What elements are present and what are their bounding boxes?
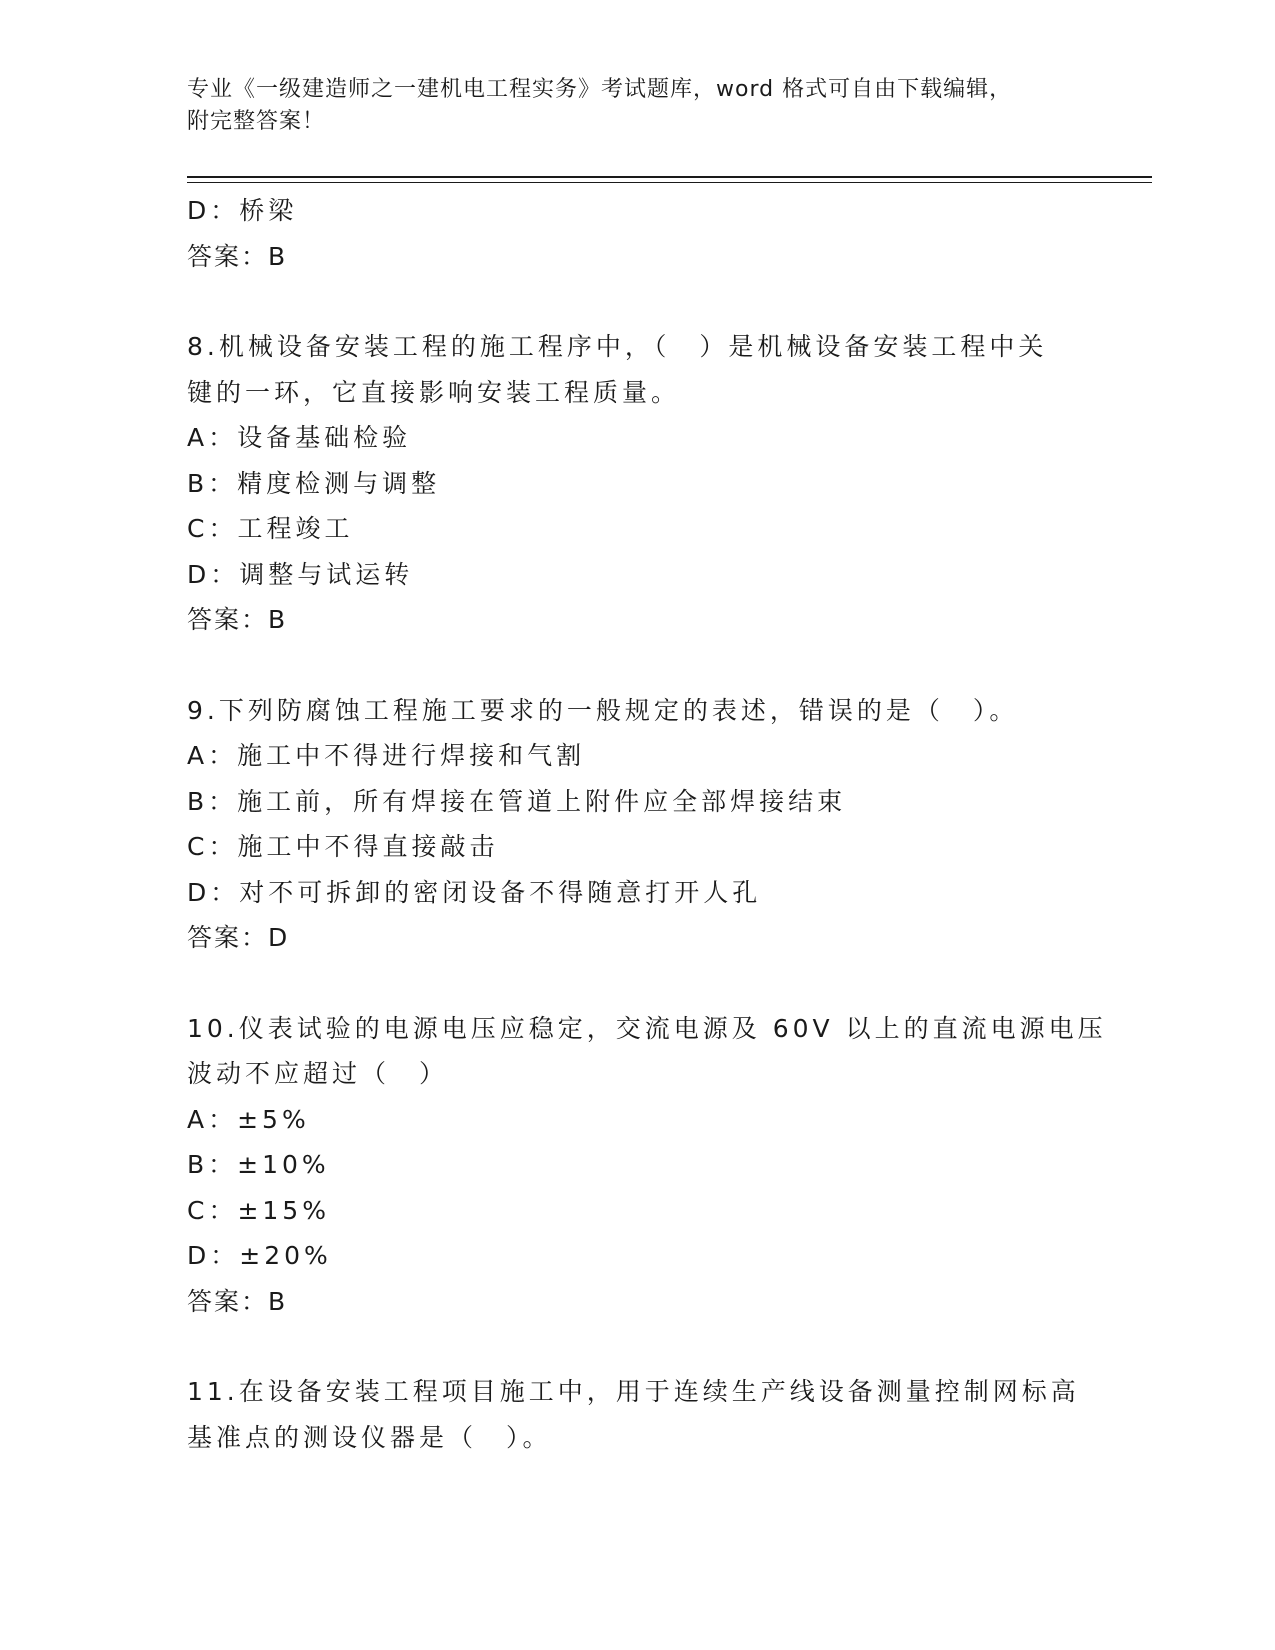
header-line-2: 附完整答案！ [187, 109, 326, 134]
spacer [187, 279, 1087, 324]
spacer [187, 961, 1087, 1006]
header-divider-thin [187, 182, 1152, 183]
answer-line: 答案：B [187, 1286, 288, 1316]
answer-line: 答案：D [187, 923, 290, 952]
question-stem: 10.仪表试验的电源电压应稳定，交流电源及 60V 以上的直流电源电压 [187, 1013, 1107, 1043]
option-b: B：±10% [187, 1150, 330, 1179]
header-line-1: 专业《一级建造师之一建机电工程实务》考试题库，word 格式可自由下载编辑， [187, 77, 1013, 102]
option-a: A：±5% [187, 1104, 310, 1134]
spacer [187, 1324, 1087, 1369]
option-d: D：±20% [187, 1241, 332, 1270]
header-divider-thick [187, 176, 1152, 178]
question-stem: 9.下列防腐蚀工程施工要求的一般规定的表述，错误的是（ ）。 [187, 695, 1019, 725]
spacer [187, 643, 1087, 688]
option-b: B：精度检测与调整 [187, 468, 441, 498]
question-stem: 键的一环，它直接影响安装工程质量。 [187, 377, 681, 407]
question-stem: 基准点的测设仪器是（ ）。 [187, 1422, 552, 1452]
option-d: D：桥梁 [187, 196, 298, 225]
option-b: B：施工前，所有焊接在管道上附件应全部焊接结束 [187, 786, 847, 816]
answer-line: 答案：B [187, 241, 288, 271]
option-c: C：±15% [187, 1195, 330, 1225]
option-d: D：调整与试运转 [187, 559, 414, 589]
option-a: A：施工中不得进行焊接和气割 [187, 741, 586, 770]
option-c: C：工程竣工 [187, 514, 354, 543]
option-c: C：施工中不得直接敲击 [187, 832, 499, 861]
question-stem: 8.机械设备安装工程的施工程序中，（ ）是机械设备安装工程中关 [187, 332, 1048, 361]
question-list [187, 188, 1107, 1460]
question-stem: 11.在设备安装工程项目施工中，用于连续生产线设备测量控制网标高 [187, 1377, 1080, 1406]
document-header [187, 74, 1087, 138]
answer-line: 答案：B [187, 605, 288, 634]
option-a: A：设备基础检验 [187, 423, 412, 452]
question-stem: 波动不应超过（ ） [187, 1059, 449, 1088]
option-d: D：对不可拆卸的密闭设备不得随意打开人孔 [187, 877, 762, 907]
